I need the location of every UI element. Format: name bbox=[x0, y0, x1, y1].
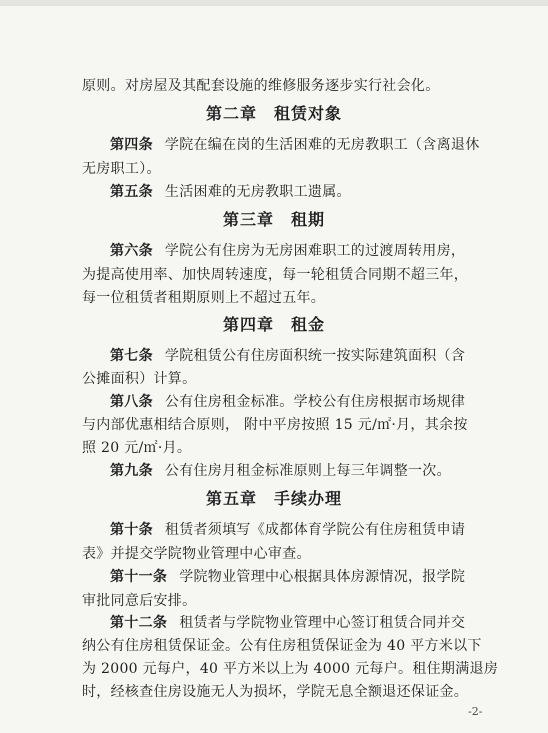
article-11-number: 第十一条 bbox=[110, 569, 168, 585]
article-12-number: 第十二条 bbox=[110, 615, 168, 631]
page-number: -2- bbox=[468, 705, 483, 718]
article-10-line-1 bbox=[110, 521, 465, 539]
chapter-2-title: 第二章 租赁对象 bbox=[205, 104, 342, 123]
article-12-line-4: 时，经核查住房设施无人为损坏，学院无息全额退还保证金。 bbox=[82, 684, 469, 700]
article-12-line-3: 为 2000 元每户，40 平方米以上为 4000 元每户。租住期满退房 bbox=[82, 661, 499, 677]
article-12-text: 租赁者与学院物业管理中心签订租赁合同并交 bbox=[179, 615, 466, 631]
article-11-line-1 bbox=[110, 568, 465, 586]
article-4-line-1 bbox=[110, 136, 480, 154]
article-9-text: 公有住房月租金标准原则上每三年调整一次。 bbox=[164, 463, 451, 479]
article-8-line-2: 与内部优惠相结合原则， 附中平房按照 15 元/㎡·月，其余按 bbox=[82, 417, 468, 433]
article-7-text: 学院租赁公有住房面积统一按实际建筑面积（含 bbox=[164, 348, 466, 364]
article-8-line-1 bbox=[110, 393, 465, 411]
article-8-line-3: 照 20 元/㎡·月。 bbox=[82, 440, 192, 456]
article-6-line-1 bbox=[110, 242, 465, 260]
article-7-line-2: 公摊面积）计算。 bbox=[82, 371, 197, 387]
article-6-text: 学院公有住房为无房困难职工的过渡周转用房， bbox=[164, 243, 466, 259]
article-8-text: 公有住房租金标准。学校公有住房根据市场规律 bbox=[164, 394, 466, 410]
article-9-line-1 bbox=[110, 462, 451, 480]
article-11-line-2: 审批同意后安排。 bbox=[82, 593, 197, 609]
chapter-4-title: 第四章 租金 bbox=[222, 315, 325, 334]
article-6-number: 第六条 bbox=[110, 243, 153, 259]
article-12-line-1 bbox=[110, 614, 465, 632]
chapter-3-title: 第三章 租期 bbox=[222, 210, 325, 229]
article-5-number: 第五条 bbox=[110, 184, 153, 200]
chapter-5-title: 第五章 手续办理 bbox=[205, 489, 342, 508]
article-8-number: 第八条 bbox=[110, 394, 153, 410]
article-5-text: 生活困难的无房教职工遗属。 bbox=[164, 184, 351, 200]
article-11-text: 学院物业管理中心根据具体房源情况，报学院 bbox=[179, 569, 466, 585]
article-7-number: 第七条 bbox=[110, 348, 153, 364]
article-4-line-2: 无房职工）。 bbox=[82, 161, 161, 177]
article-9-number: 第九条 bbox=[110, 463, 153, 479]
intro-line: 原则。对房屋及其配套设施的维修服务逐步实行社会化。 bbox=[82, 78, 440, 94]
article-4-text: 学院在编在岗的生活困难的无房教职工（含离退休 bbox=[164, 137, 480, 153]
article-10-number: 第十条 bbox=[110, 522, 153, 538]
article-12-line-2: 纳公有住房租赁保证金。公有住房租赁保证金为 40 平方米以下 bbox=[82, 638, 482, 654]
article-7-line-1 bbox=[110, 347, 465, 365]
article-10-line-2: 表》并提交学院物业管理中心审查。 bbox=[82, 546, 311, 562]
article-10-text: 租赁者须填写《成都体育学院公有住房租赁申请 bbox=[164, 522, 466, 538]
article-4-number: 第四条 bbox=[110, 137, 153, 153]
scan-edge bbox=[0, 0, 548, 6]
article-5-line-1 bbox=[110, 183, 351, 201]
article-6-line-3: 每一位租赁者租期原则上不超过五年。 bbox=[82, 290, 326, 306]
article-6-line-2: 为提高使用率、加快周转速度，每一轮租赁合同期不超三年， bbox=[82, 267, 469, 283]
